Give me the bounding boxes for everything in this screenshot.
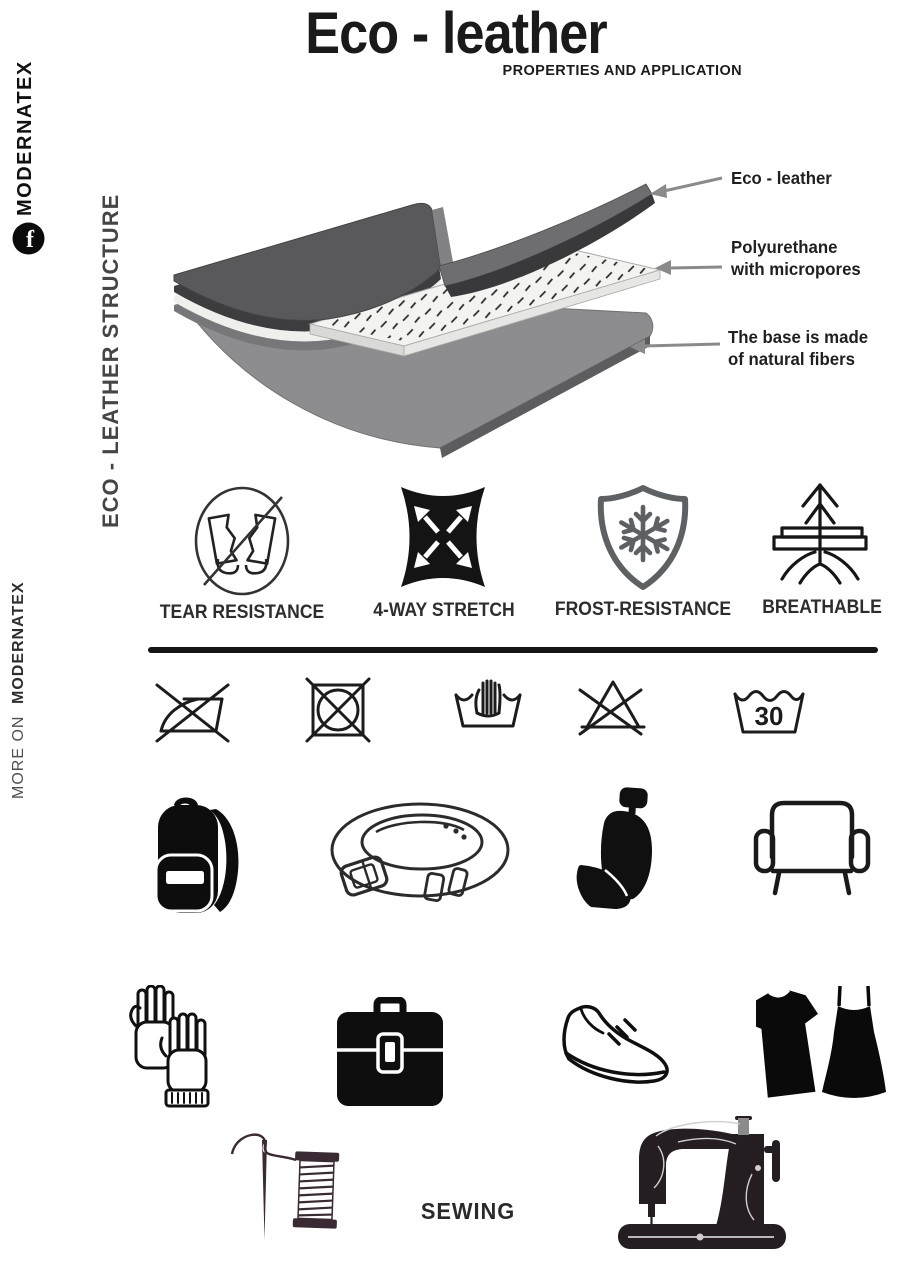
layer-label-line: Eco - leather xyxy=(731,168,832,188)
wash-temperature-value: 30 xyxy=(754,701,784,731)
do-not-bleach-icon xyxy=(574,668,652,746)
eco-leather-layers-diagram xyxy=(160,148,730,460)
more-on-vertical-text xyxy=(10,564,40,816)
page-subtitle: PROPERTIES AND APPLICATION xyxy=(502,63,742,79)
backpack-icon xyxy=(152,793,252,917)
dress-shape xyxy=(822,986,886,1098)
sofa-icon xyxy=(750,793,874,897)
tear-resistance-icon xyxy=(188,485,296,605)
arrow-eco-leather xyxy=(664,178,722,191)
do-not-iron-icon xyxy=(155,673,233,751)
t-shirt-shape xyxy=(756,987,827,1099)
layer-label-eco-leather xyxy=(731,168,832,190)
facebook-icon xyxy=(12,222,45,255)
layer-label-polyurethane xyxy=(731,237,861,280)
layer-label-line: The base is made xyxy=(728,327,869,347)
sewing-label: SEWING xyxy=(420,1198,516,1224)
do-not-tumble-dry-icon xyxy=(299,671,377,749)
more-on-brand: MODERNATEX xyxy=(10,580,27,704)
thread-spool-shape xyxy=(293,1151,340,1228)
belt-icon xyxy=(325,796,515,908)
hand-wash-icon xyxy=(450,668,528,746)
section-divider xyxy=(148,647,878,653)
wash-30-icon xyxy=(730,671,808,749)
layer-label-line: of natural fibers xyxy=(728,348,855,369)
briefcase-icon xyxy=(332,997,448,1117)
gloves-icon xyxy=(125,985,235,1111)
breathable-icon xyxy=(762,481,878,593)
more-on-prefix: MORE ON xyxy=(10,715,27,800)
clothing-icon xyxy=(756,979,888,1105)
property-label-tear-resistance: TEAR RESISTANCE xyxy=(159,601,325,623)
sewing-machine-icon xyxy=(612,1116,794,1252)
facebook-f-glyph: f xyxy=(26,227,34,253)
property-label-breathable: BREATHABLE xyxy=(762,596,882,618)
shoe-icon xyxy=(550,1002,674,1098)
arrow-polyurethane xyxy=(670,267,722,268)
needle-and-thread-icon xyxy=(212,1124,344,1256)
four-way-stretch-icon xyxy=(391,479,495,595)
frost-resistance-icon xyxy=(591,482,695,594)
page-title: Eco - leather xyxy=(305,1,607,66)
snowflake-glyph xyxy=(618,507,671,560)
brand-vertical-text: MODERNATEX xyxy=(14,60,36,216)
property-label-4-way-stretch: 4-WAY STRETCH xyxy=(373,599,515,621)
arrow-base xyxy=(644,344,720,346)
layer-label-line: with micropores xyxy=(731,258,861,279)
layer-label-line: Polyurethane xyxy=(731,237,838,257)
layer-label-base xyxy=(728,327,868,370)
structure-heading-vertical: ECO - LEATHER STRUCTURE xyxy=(98,193,123,528)
property-label-frost-resistance: FROST-RESISTANCE xyxy=(554,598,732,620)
car-seat-icon xyxy=(568,786,672,910)
